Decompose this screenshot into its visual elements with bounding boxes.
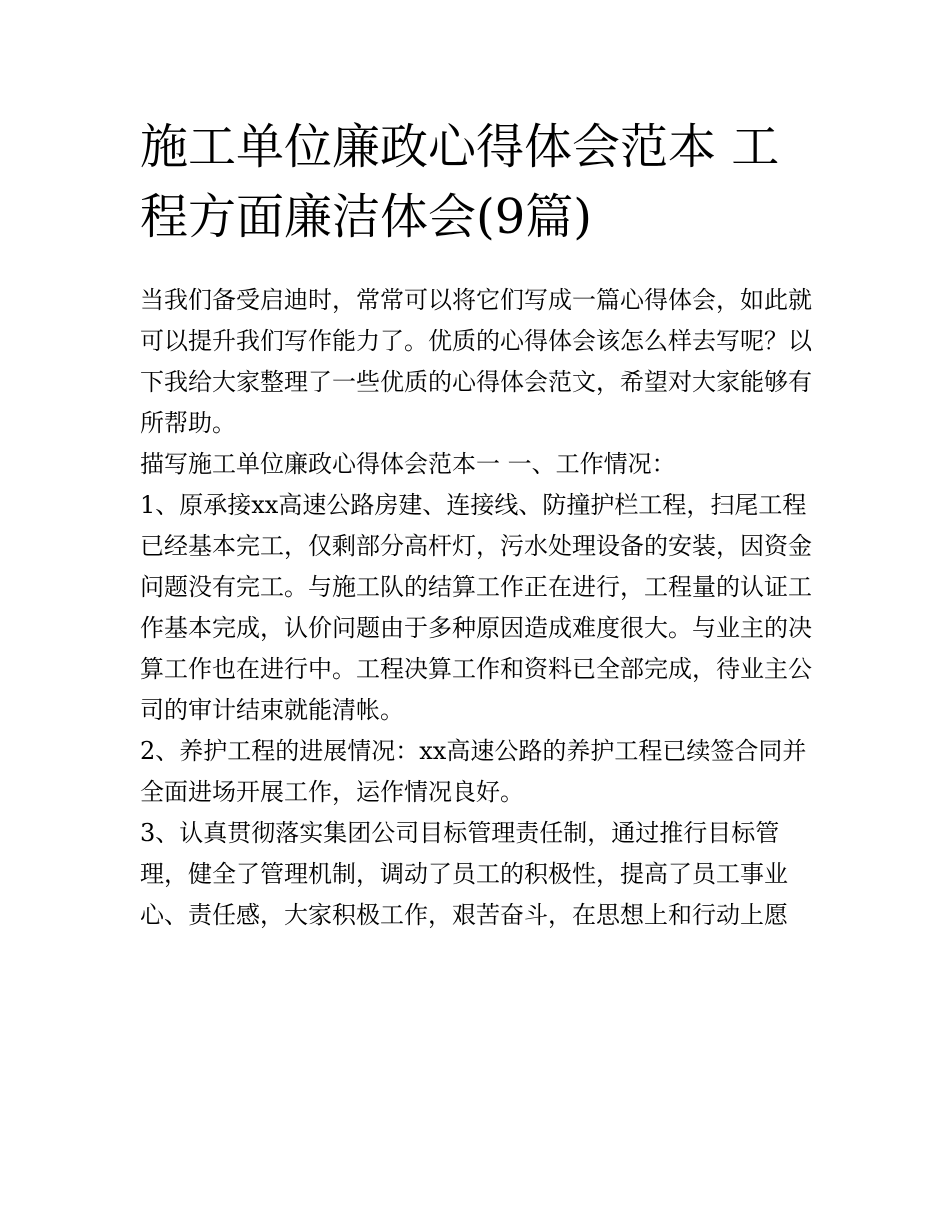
document-title: 施工单位廉政心得体会范本 工程方面廉洁体会(9篇): [140, 119, 780, 245]
paragraph-item-1: 1、原承接xx高速公路房建、连接线、防撞护栏工程，扫尾工程已经基本完工，仅剩部分高杆灯，污水处理设备的安装，因资金问题没有完工。与施工队的结算工作正在进行，工程量的认证工作基本完成，认价问题由于多种原因造成难度很大。与业主的决算工作也在进行中。工程决算工作和资料已全部完成，待业主公司的审计结束就能清帐。: [140, 491, 812, 724]
paragraph-item-2: 2、养护工程的进展情况：xx高速公路的养护工程已续签合同并全面进场开展工作，运作情况良好。: [140, 737, 807, 806]
paragraph-section-heading: 描写施工单位廉政心得体会范本一 一、工作情况：: [140, 450, 676, 478]
paragraph-item-3: 3、认真贯彻落实集团公司目标管理责任制，通过推行目标管理，健全了管理机制，调动了员工的积极性，提高了员工事业心、责任感，大家积极工作，艰苦奋斗，在思想上和行动上愿: [140, 819, 788, 929]
document-body: [140, 280, 820, 936]
paragraph-intro: 当我们备受启迪时，常常可以将它们写成一篇心得体会，如此就可以提升我们写作能力了。优质的心得体会该怎么样去写呢？以下我给大家整理了一些优质的心得体会范文，希望对大家能够有所帮助。: [140, 286, 812, 437]
